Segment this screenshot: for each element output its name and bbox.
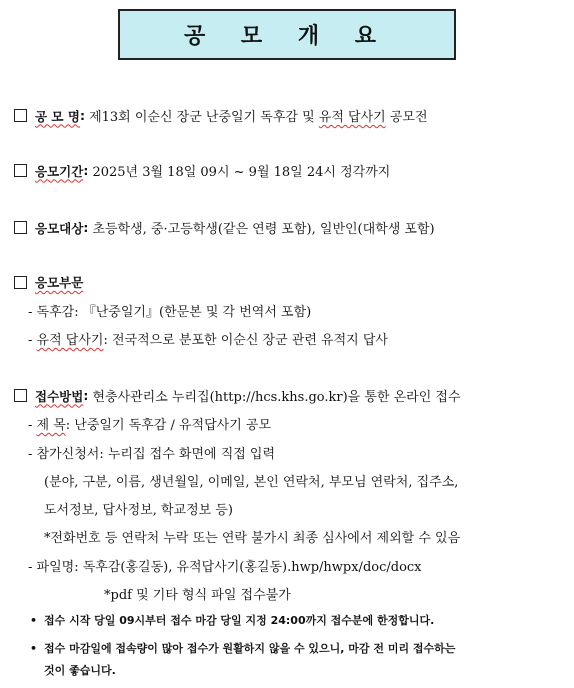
notice-text-continued: 것이 좋습니다. bbox=[44, 664, 116, 677]
contest-name-label: 공 모 명 bbox=[35, 108, 80, 124]
category-item-reading: - 독후감: 『난중일기』(한문본 및 각 번역서 포함) bbox=[28, 305, 312, 320]
method-subject-text: : 난중일기 독후감 / 유적답사기 공모 bbox=[65, 418, 272, 433]
method-subject-line bbox=[28, 414, 566, 433]
period-label: 응모기간 bbox=[35, 163, 84, 179]
category-item-site-text: : 전국적으로 분포한 이순신 장군 관련 유적지 답사 bbox=[103, 333, 388, 348]
checkbox-square-icon bbox=[14, 164, 27, 177]
period-colon: : bbox=[83, 163, 89, 178]
category-item-site-dash: - bbox=[28, 333, 37, 348]
checkbox-square-icon bbox=[14, 221, 27, 234]
method-subject-dash: - bbox=[28, 418, 37, 433]
bullet-icon: • bbox=[30, 614, 38, 627]
method-form-line: - 참가신청서: 누리집 접수 화면에 직접 입력 bbox=[28, 447, 276, 462]
checkbox-square-icon bbox=[14, 109, 27, 122]
notice-item bbox=[30, 612, 566, 628]
contest-name-text-post: 공모전 bbox=[385, 110, 428, 125]
period-text: 2025년 3월 18일 09시 ~ 9월 18일 24시 정각까지 bbox=[88, 165, 391, 180]
target-text: 초등학생, 중·고등학생(같은 연령 포함), 일반인(대학생 포함) bbox=[88, 222, 435, 237]
target-row bbox=[14, 218, 566, 237]
contest-name-row bbox=[14, 106, 566, 125]
bullet-icon: • bbox=[30, 642, 38, 655]
method-file-note: *pdf 및 기타 형식 파일 접수불가 bbox=[104, 588, 291, 603]
method-file-line: - 파일명: 독후감(홍길동), 유적답사기(홍길동).hwp/hwpx/doc/docx bbox=[28, 560, 422, 575]
page-title: 공 모 개 요 bbox=[118, 9, 456, 60]
method-colon: : bbox=[83, 388, 89, 403]
method-form-detail-1: (분야, 구분, 이름, 생년월일, 이메일, 본인 연락처, 부모님 연락처, 집주소, bbox=[44, 475, 459, 490]
method-subject-label: 제 목 bbox=[36, 418, 66, 433]
contest-name-text-mark: 유적 답사기 bbox=[318, 110, 386, 125]
method-row bbox=[14, 386, 566, 405]
category-item-site-mark: 유적 답사기 bbox=[36, 333, 104, 348]
checkbox-square-icon bbox=[14, 276, 27, 289]
target-colon: : bbox=[83, 220, 89, 235]
contest-name-colon: : bbox=[79, 108, 85, 123]
notice-text: 접수 시작 당일 09시부터 접수 마감 당일 지정 24:00까지 접수분에 한정합니다. bbox=[44, 614, 435, 627]
method-contact-note: *전화번호 등 연락처 누락 또는 연락 불가시 최종 심사에서 제외할 수 있음 bbox=[44, 531, 461, 546]
method-label: 접수방법 bbox=[35, 388, 84, 404]
contest-name-text-pre: 제13회 이순신 장군 난중일기 독후감 및 bbox=[84, 110, 319, 125]
target-label: 응모대상 bbox=[35, 220, 84, 236]
method-form-detail-2: 도서정보, 답사정보, 학교정보 등) bbox=[44, 503, 233, 518]
category-label: 응모부문 bbox=[35, 275, 84, 290]
method-text: 현충사관리소 누리집(http://hcs.khs.go.kr)을 통한 온라인 접수 bbox=[88, 390, 461, 405]
checkbox-square-icon bbox=[14, 389, 27, 402]
category-row bbox=[14, 273, 566, 291]
notice-text: 접수 마감일에 접속량이 많아 접수가 원활하지 않을 수 있으니, 마감 전 미리 접수하는 bbox=[44, 642, 456, 655]
period-row bbox=[14, 161, 566, 180]
notice-item bbox=[30, 640, 566, 656]
category-item-site bbox=[28, 329, 566, 348]
